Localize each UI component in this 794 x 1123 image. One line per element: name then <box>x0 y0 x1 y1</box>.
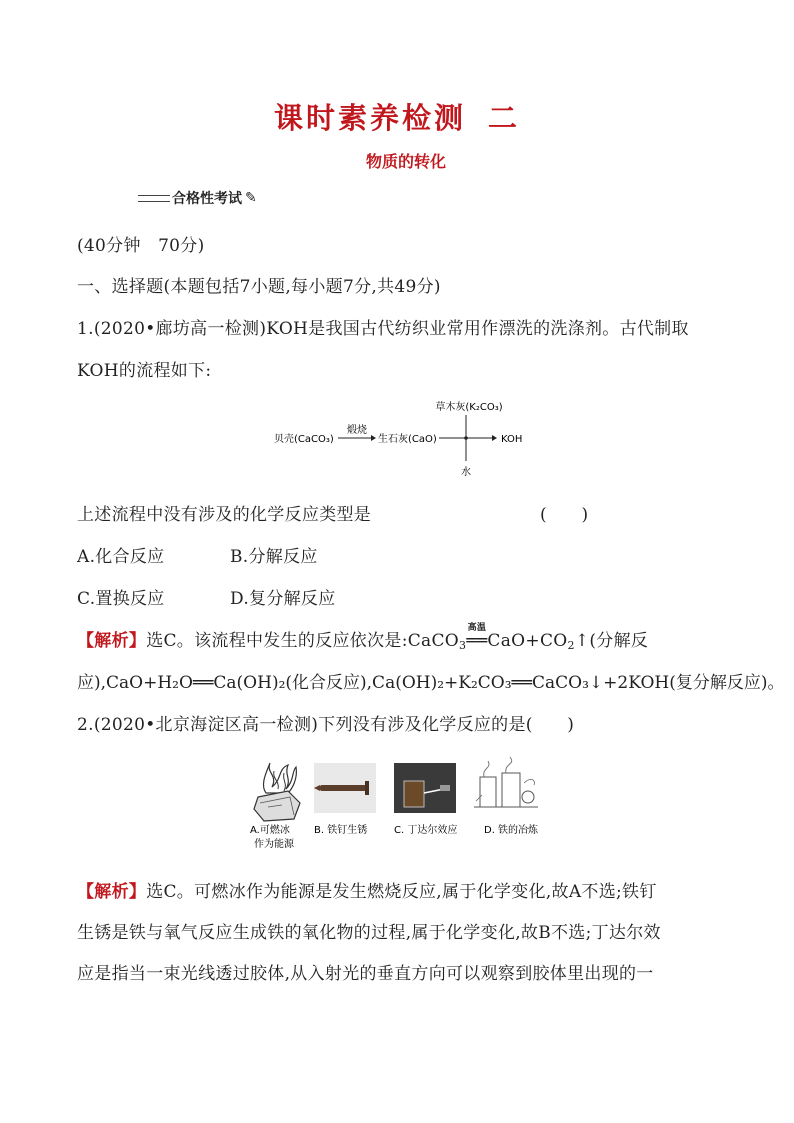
q1-option-a: A.化合反应 <box>77 547 165 567</box>
q2-analysis-label: 【解析】 <box>77 882 147 902</box>
flow-arrow-2-head <box>492 435 497 441</box>
q1-analysis-text-b: CaO+CO <box>487 631 568 651</box>
page-subtitle: 物质的转化 <box>365 152 446 171</box>
section-label-text: 合格性考试 <box>172 191 242 207</box>
q1-question: 上述流程中没有涉及的化学反应类型是 <box>77 505 372 525</box>
title-number: 二 <box>488 101 521 135</box>
q1-option-c: C.置换反应 <box>77 589 165 609</box>
q1-answer-paren: ( ) <box>540 505 589 525</box>
flow-arrow-1-head <box>371 435 376 441</box>
q1-analysis-line2: 应),CaO+H₂O══Ca(OH)₂(化合反应),Ca(OH)₂+K₂CO₃══CaCO₃↓+2KOH(复分解反应)。 <box>77 673 785 693</box>
section-label <box>138 188 257 208</box>
page-title <box>0 96 794 137</box>
flow-junction <box>464 436 468 440</box>
figure-d-iron-smelting <box>474 757 538 807</box>
figure-b-label: B. 铁钉生锈 <box>314 825 368 836</box>
q2-analysis-line3: 应是指当一束光线透过胶体,从入射光的垂直方向可以观察到胶体里出现的一 <box>77 964 654 984</box>
q1-analysis-sub3: 3 <box>459 639 467 652</box>
flow-mid: 生石灰(CaO) <box>378 434 437 445</box>
q2-analysis-line1-text: 选C。可燃冰作为能源是发生燃烧反应,属于化学变化,故A不选;铁钉 <box>146 882 657 902</box>
q1-option-b: B.分解反应 <box>230 547 318 567</box>
q1-analysis-text-a: 选C。该流程中发生的反应依次是:CaCO <box>146 631 460 651</box>
q1-analysis-label: 【解析】 <box>77 631 147 651</box>
flow-bottom-input: 水 <box>461 467 471 478</box>
q1-flow-diagram <box>270 393 540 483</box>
figure-a-label-2: 作为能源 <box>254 839 294 850</box>
q1-stem-line2: KOH的流程如下: <box>77 361 212 381</box>
q1-analysis-sub2: 2 <box>567 639 575 652</box>
q1-stem-line1: 1.(2020•廊坊高一检测)KOH是我国古代纺织业常用作漂洗的洗涤剂。古代制取 <box>77 319 689 339</box>
q2-stem: 2.(2020•北京海淀区高一检测)下列没有涉及化学反应的是( ) <box>77 715 575 735</box>
time-score: (40分钟 70分) <box>77 236 205 256</box>
q2-analysis-line2: 生锈是铁与氧气反应生成铁的氧化物的过程,属于化学变化,故B不选;丁达尔效 <box>77 923 661 943</box>
flow-arrow1-label: 煅烧 <box>347 425 367 436</box>
flow-top-input: 草木灰(K₂CO₃) <box>435 402 503 413</box>
pencil-icon: ✎ <box>245 190 257 206</box>
q1-option-d: D.复分解反应 <box>230 589 336 609</box>
q2-analysis-line1 <box>77 877 657 902</box>
q2-figures <box>248 755 548 855</box>
reaction-condition: 高温 <box>467 623 487 633</box>
figure-a-burning-ice <box>254 763 300 821</box>
flow-product: KOH <box>501 434 523 445</box>
flow-start: 贝壳(CaCO₃) <box>274 434 334 445</box>
title-text: 课时素养检测 <box>273 101 466 135</box>
q1-analysis-line1 <box>77 623 649 652</box>
q1-analysis-text-c: ↑(分解反 <box>574 631 649 651</box>
figure-c-label: C. 丁达尔效应 <box>394 825 458 836</box>
part-heading: 一、选择题(本题包括7小题,每小题7分,共49分) <box>77 277 441 297</box>
double-rule-decoration <box>138 195 170 202</box>
reaction-arrow-high-temp: 高温 ══ <box>466 631 487 651</box>
figure-a-label-1: A.可燃冰 <box>250 825 290 836</box>
figure-d-label: D. 铁的冶炼 <box>484 825 539 836</box>
